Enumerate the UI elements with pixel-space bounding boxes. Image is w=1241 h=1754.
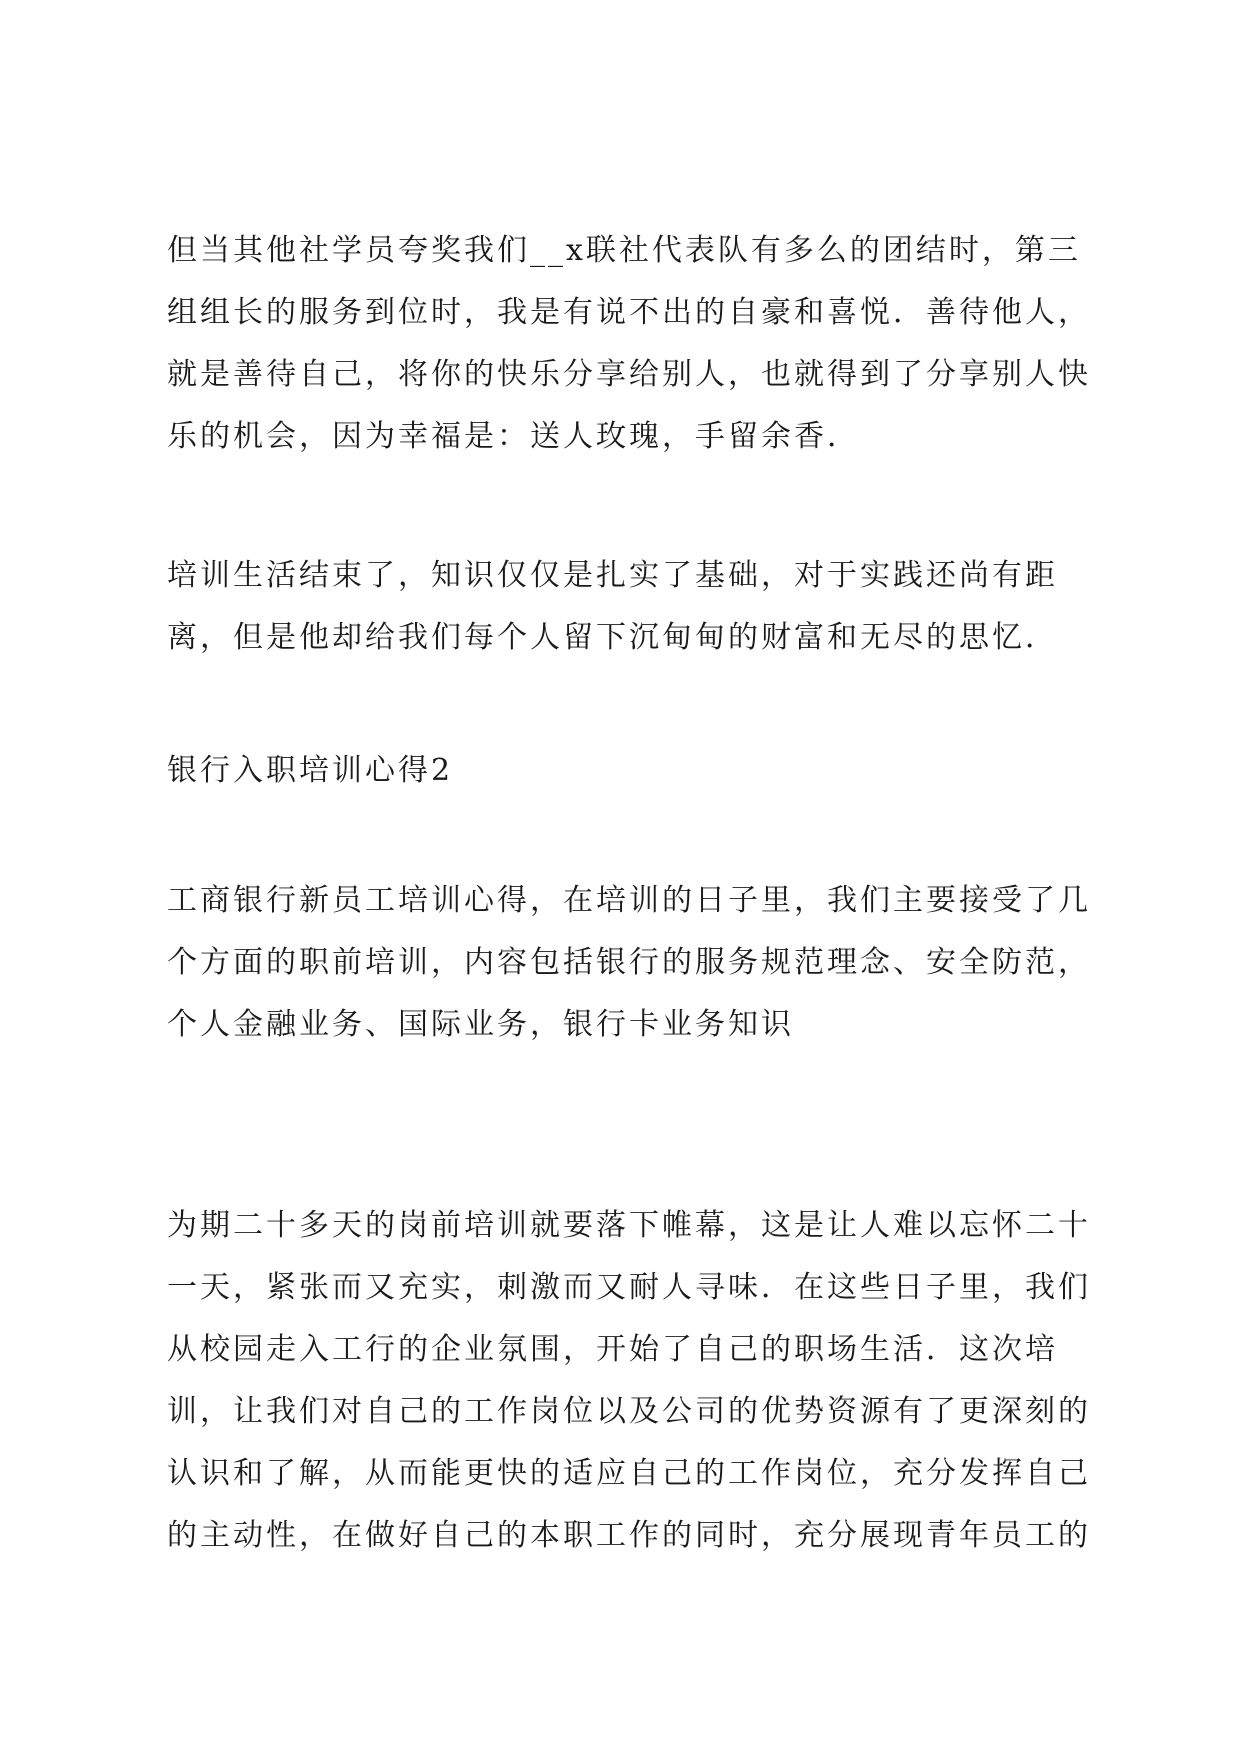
paragraph-line: 的主动性，在做好自己的本职工作的同时，充分展现青年员工的 <box>167 1518 1091 1553</box>
paragraph-line: 但当其他社学员夸奖我们__x联社代表队有多么的团结时，第三 <box>167 233 1081 268</box>
paragraph-line: 乐的机会，因为幸福是：送人玫瑰，手留余香． <box>167 419 860 454</box>
paragraph-line: 工商银行新员工培训心得，在培训的日子里，我们主要接受了几 <box>167 883 1091 918</box>
paragraph-line: 个人金融业务、国际业务，银行卡业务知识 <box>167 1007 794 1042</box>
paragraph-line: 组组长的服务到位时，我是有说不出的自豪和喜悦．善待他人， <box>167 295 1091 330</box>
paragraph-line: 一天，紧张而又充实，刺激而又耐人寻味．在这些日子里，我们 <box>167 1270 1091 1305</box>
paragraph-4 <box>167 1195 1097 1567</box>
paragraph-line: 认识和了解，从而能更快的适应自己的工作岗位，充分发挥自己 <box>167 1456 1091 1491</box>
paragraph-line: 离，但是他却给我们每个人留下沉甸甸的财富和无尽的思忆． <box>167 620 1058 655</box>
paragraph-1 <box>167 220 1097 468</box>
paragraph-line: 为期二十多天的岗前培训就要落下帷幕，这是让人难以忘怀二十 <box>167 1208 1091 1243</box>
paragraph-line: 个方面的职前培训，内容包括银行的服务规范理念、安全防范， <box>167 945 1091 980</box>
paragraph-line: 就是善待自己，将你的快乐分享给别人，也就得到了分享别人快 <box>167 357 1091 392</box>
paragraph-3 <box>167 870 1097 1056</box>
paragraph-line: 从校园走入工行的企业氛围，开始了自己的职场生活．这次培 <box>167 1332 1058 1367</box>
paragraph-line: 训，让我们对自己的工作岗位以及公司的优势资源有了更深刻的 <box>167 1394 1091 1429</box>
paragraph-2 <box>167 545 1097 669</box>
section-heading: 银行入职培训心得2 <box>167 753 454 788</box>
paragraph-line: 培训生活结束了，知识仅仅是扎实了基础，对于实践还尚有距 <box>167 558 1058 593</box>
